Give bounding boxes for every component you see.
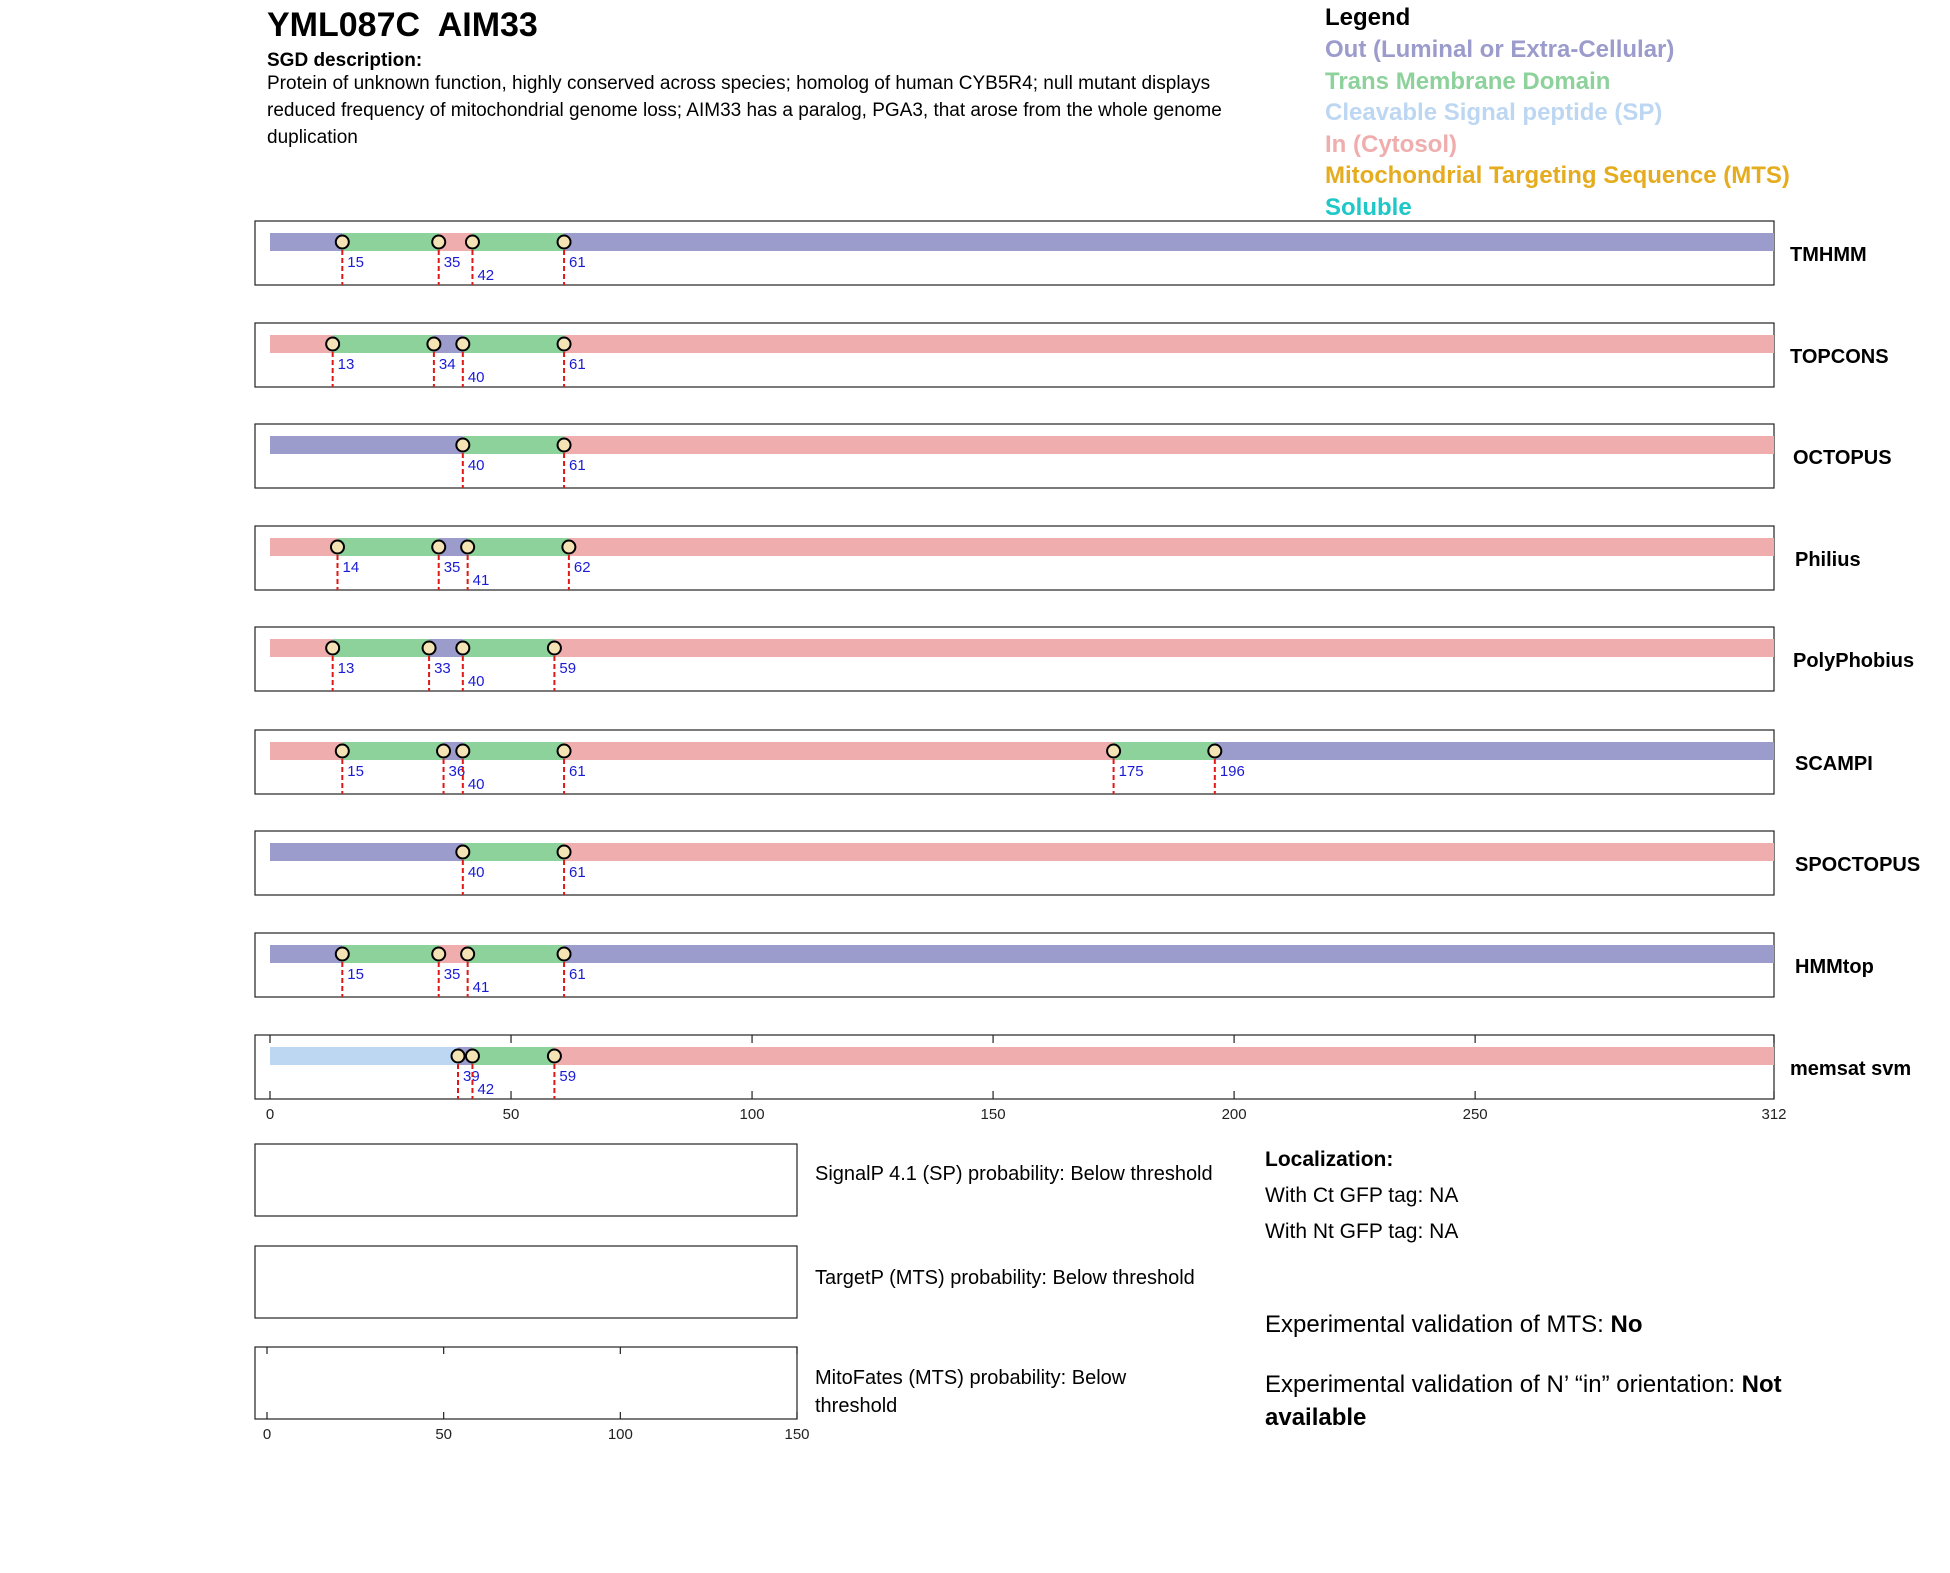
segment-tm	[333, 335, 434, 353]
segment-tm	[463, 335, 564, 353]
nt-gfp-text: With Nt GFP tag: NA	[1265, 1220, 1459, 1243]
track-frame	[255, 831, 1774, 895]
segment-in	[564, 335, 1774, 353]
mts-validation-value: No	[1610, 1311, 1643, 1338]
segment-out	[270, 233, 342, 251]
boundary-marker	[336, 236, 349, 249]
boundary-marker	[558, 439, 571, 452]
segment-out	[270, 843, 463, 861]
segment-in	[554, 639, 1774, 657]
track-label: SPOCTOPUS	[1795, 854, 1921, 876]
x-tick-label: 0	[265, 1106, 275, 1123]
position-label: 13	[337, 660, 355, 677]
track-label: HMMtop	[1795, 956, 1874, 978]
segment-tm	[468, 538, 569, 556]
position-label: 34	[438, 356, 456, 373]
segment-tm	[342, 945, 438, 963]
boundary-marker	[336, 745, 349, 758]
boundary-marker	[461, 541, 474, 554]
segment-out	[1215, 742, 1774, 760]
segment-out	[270, 945, 342, 963]
position-label: 39	[463, 1068, 480, 1085]
segment-tm	[333, 639, 429, 657]
boundary-marker	[461, 948, 474, 961]
orientation-validation-value: Not available	[1265, 1371, 1782, 1431]
legend-item: Soluble	[1325, 193, 1412, 221]
position-label: 175	[1118, 763, 1144, 780]
boundary-marker	[562, 541, 575, 554]
mts-validation	[1265, 1308, 1865, 1341]
segment-in	[569, 538, 1774, 556]
boundary-marker	[548, 1050, 561, 1063]
position-label: 35	[443, 254, 461, 271]
segment-out	[270, 436, 463, 454]
position-label: 42	[477, 267, 495, 284]
track-label: TMHMM	[1790, 244, 1867, 266]
ct-gfp-text: With Ct GFP tag: NA	[1265, 1184, 1459, 1207]
x-tick-label: 200	[1221, 1106, 1247, 1123]
track-frame	[255, 424, 1774, 488]
track-label: memsat svm	[1790, 1058, 1912, 1080]
segment-in	[564, 843, 1774, 861]
x-tick-label: 50	[435, 1426, 453, 1443]
segment-tm	[1114, 742, 1215, 760]
position-label: 42	[477, 1081, 495, 1098]
boundary-marker	[423, 642, 436, 655]
probability-panel	[255, 1246, 797, 1318]
position-label: 59	[559, 660, 577, 677]
segment-tm	[472, 233, 564, 251]
position-label: 36	[448, 763, 466, 780]
boundary-marker	[456, 338, 469, 351]
segment-tm	[342, 233, 438, 251]
segment-tm	[463, 436, 564, 454]
x-tick-label: 250	[1462, 1106, 1488, 1123]
position-label: 41	[472, 979, 490, 996]
segment-tm	[337, 538, 438, 556]
boundary-marker	[456, 846, 469, 859]
position-label: 33	[434, 660, 451, 677]
x-tick-label: 50	[502, 1106, 520, 1123]
sgd-description-label: SGD description:	[267, 50, 423, 71]
boundary-marker	[456, 439, 469, 452]
orientation-validation	[1265, 1368, 1865, 1434]
position-label: 40	[467, 369, 485, 386]
boundary-marker	[558, 846, 571, 859]
boundary-marker	[558, 948, 571, 961]
segment-tm	[342, 742, 443, 760]
position-label: 35	[443, 966, 461, 983]
track-label: OCTOPUS	[1793, 447, 1892, 469]
x-tick-label: 100	[739, 1106, 765, 1123]
boundary-marker	[558, 338, 571, 351]
x-tick-label: 150	[980, 1106, 1006, 1123]
segment-in	[270, 335, 333, 353]
segment-tm	[463, 843, 564, 861]
position-label: 40	[467, 673, 485, 690]
position-label: 62	[573, 559, 591, 576]
segment-in	[564, 436, 1774, 454]
position-label: 61	[569, 356, 586, 373]
probability-panel	[255, 1144, 797, 1216]
boundary-marker	[326, 338, 339, 351]
position-label: 61	[569, 966, 586, 983]
position-label: 14	[342, 559, 360, 576]
track-label: SCAMPI	[1795, 753, 1873, 775]
position-label: 59	[559, 1068, 577, 1085]
legend-item: Cleavable Signal peptide (SP)	[1325, 99, 1663, 126]
boundary-marker	[456, 642, 469, 655]
boundary-marker	[336, 948, 349, 961]
boundary-marker	[1107, 745, 1120, 758]
boundary-marker	[466, 236, 479, 249]
position-label: 41	[472, 572, 490, 589]
gene-id: YML087C	[267, 6, 421, 44]
legend-item: Out (Luminal or Extra-Cellular)	[1325, 36, 1675, 63]
segment-tm	[468, 945, 564, 963]
probability-label: MitoFates (MTS) probability: Below threshold	[815, 1367, 1127, 1417]
localization-block	[1265, 1148, 1458, 1256]
position-label: 15	[347, 966, 364, 983]
segment-in	[270, 639, 333, 657]
boundary-marker	[326, 642, 339, 655]
probability-panel	[255, 1347, 797, 1419]
x-tick-label: 0	[262, 1426, 272, 1443]
gene-name: AIM33	[437, 6, 538, 44]
boundary-marker	[452, 1050, 465, 1063]
segment-tm	[463, 742, 564, 760]
legend-item: Mitochondrial Targeting Sequence (MTS)	[1325, 162, 1790, 189]
boundary-marker	[466, 1050, 479, 1063]
segment-tm	[463, 639, 555, 657]
boundary-marker	[456, 745, 469, 758]
boundary-marker	[331, 541, 344, 554]
track-label: Philius	[1795, 549, 1861, 571]
boundary-marker	[437, 745, 450, 758]
boundary-marker	[427, 338, 440, 351]
segment-out	[564, 945, 1774, 963]
probability-label: SignalP 4.1 (SP) probability: Below threshold	[815, 1163, 1213, 1185]
position-label: 35	[443, 559, 461, 576]
track-label: PolyPhobius	[1793, 650, 1915, 672]
orientation-validation-label: Experimental validation of N’ “in” orientation:	[1265, 1371, 1742, 1398]
track-label: TOPCONS	[1790, 346, 1889, 368]
x-tick-label: 312	[1761, 1106, 1787, 1123]
boundary-marker	[432, 541, 445, 554]
position-label: 61	[569, 254, 586, 271]
x-tick-label: 150	[784, 1426, 810, 1443]
position-label: 40	[467, 864, 485, 881]
legend-item: In (Cytosol)	[1325, 130, 1457, 158]
boundary-marker	[432, 948, 445, 961]
position-label: 15	[347, 254, 364, 271]
boundary-marker	[558, 745, 571, 758]
segment-in	[564, 742, 1114, 760]
legend-item: Trans Membrane Domain	[1325, 67, 1611, 95]
boundary-marker	[1208, 745, 1221, 758]
legend-title: Legend	[1325, 4, 1411, 31]
position-label: 15	[347, 763, 364, 780]
position-label: 13	[337, 356, 355, 373]
segment-out	[564, 233, 1774, 251]
segment-tm	[472, 1047, 554, 1065]
position-label: 61	[569, 763, 586, 780]
position-label: 40	[467, 457, 485, 474]
segment-in	[270, 742, 342, 760]
sgd-description-text: Protein of unknown function, highly conserved across species; homolog of human CYB5R4; null mutant displays reduced frequency of mitochondrial genome loss; AIM33 has a paralog, PGA3, that arose from the whole genome duplication	[267, 73, 1222, 148]
boundary-marker	[432, 236, 445, 249]
segment-in	[554, 1047, 1774, 1065]
mts-validation-label: Experimental validation of MTS:	[1265, 1311, 1611, 1338]
x-tick-label: 100	[607, 1426, 633, 1443]
segment-sp	[270, 1047, 458, 1065]
boundary-marker	[548, 642, 561, 655]
position-label: 196	[1219, 763, 1245, 780]
position-label: 61	[569, 864, 586, 881]
segment-in	[270, 538, 337, 556]
localization-title: Localization:	[1265, 1148, 1394, 1171]
probability-label: TargetP (MTS) probability: Below threshold	[815, 1267, 1195, 1289]
position-label: 61	[569, 457, 586, 474]
boundary-marker	[558, 236, 571, 249]
position-label: 40	[467, 776, 485, 793]
